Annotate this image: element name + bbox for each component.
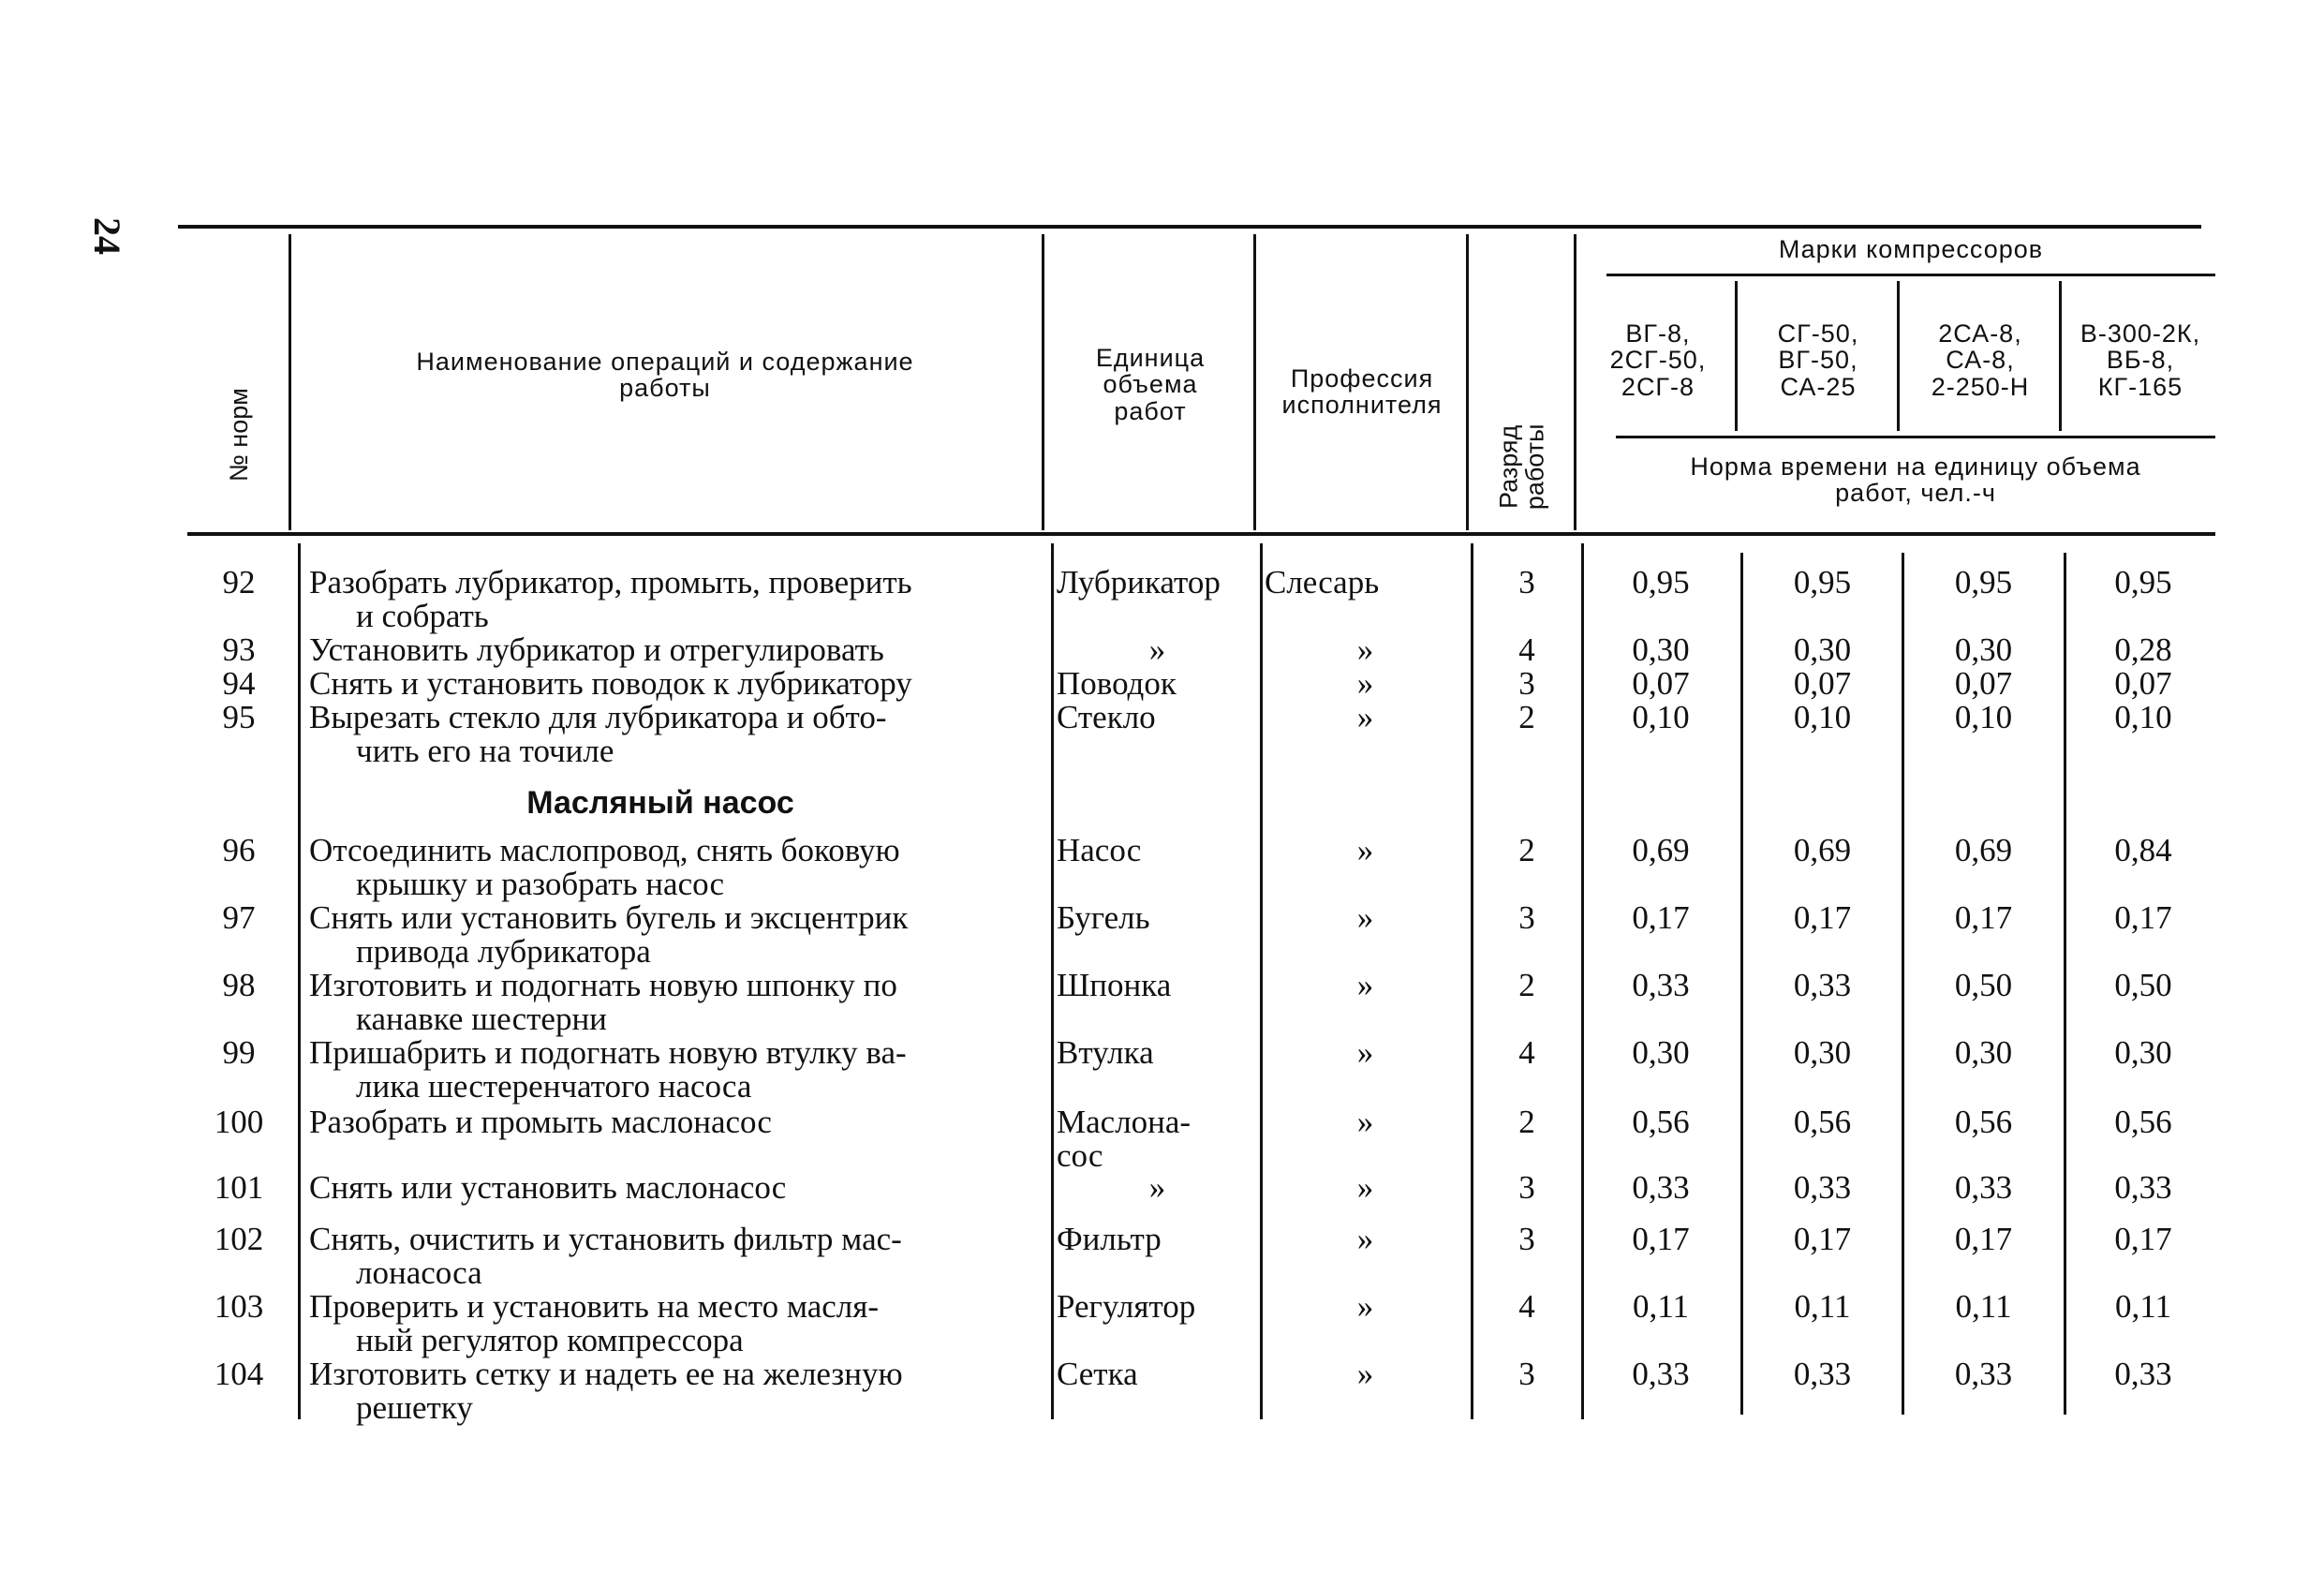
col-unit-line: работ	[1114, 396, 1187, 425]
time-norm-value: 0,33	[2114, 1169, 2172, 1206]
time-norm-value: 0,17	[1632, 1221, 1690, 1257]
operation-line: Отсоединить маслопровод, снять боковую	[309, 832, 900, 868]
header-divider	[2059, 281, 2062, 431]
brands-title: Марки компрессоров	[1778, 235, 2044, 263]
norm-caption	[1616, 453, 2215, 507]
profession: »	[1356, 631, 1374, 668]
operation-line: чить его на точиле	[356, 733, 614, 769]
header-divider	[1042, 234, 1044, 530]
time-norm-value: 0,17	[1632, 899, 1690, 936]
operation-line: Разобрать лубрикатор, промыть, проверить	[309, 564, 912, 601]
section-title: Масляный насос	[526, 785, 794, 821]
operation-text	[309, 1105, 1030, 1139]
time-norm-value: 0,07	[2114, 665, 2172, 702]
profession: »	[1356, 899, 1374, 936]
time-norm-value: 0,11	[2115, 1288, 2171, 1325]
operation-line: привода лубрикатора	[356, 933, 651, 970]
body-divider	[1260, 543, 1263, 1419]
norm-number: 101	[214, 1169, 264, 1206]
work-grade: 3	[1518, 1169, 1535, 1206]
brand-line: КГ-165	[2097, 372, 2183, 401]
time-norm-value: 0,95	[1632, 564, 1690, 601]
brand-group-4	[2065, 320, 2215, 400]
time-norm-value: 0,95	[1793, 564, 1852, 601]
time-norm-value: 0,07	[1793, 665, 1852, 702]
time-norm-value: 0,30	[1793, 631, 1852, 668]
col-grade-header	[1496, 406, 1549, 527]
norm-number: 100	[214, 1104, 264, 1140]
work-unit: Регулятор	[1057, 1288, 1196, 1325]
time-norm-value: 0,30	[1632, 1034, 1690, 1071]
operation-text	[309, 633, 1030, 667]
col-unit-line: Единица	[1095, 344, 1206, 372]
header-divider	[1574, 234, 1576, 530]
brand-line: СА-8,	[1946, 346, 2015, 375]
header-divider	[1466, 234, 1469, 530]
time-norm-value: 0,10	[1954, 699, 2013, 735]
brand-line: СГ-50,	[1777, 319, 1859, 348]
work-unit: Маслона- сос	[1057, 1104, 1192, 1174]
operation-line: Изготовить сетку и надеть ее на железную	[309, 1356, 903, 1392]
time-norm-value: 0,10	[2114, 699, 2172, 735]
time-norm-value: 0,33	[1793, 1169, 1852, 1206]
profession: »	[1356, 1034, 1374, 1071]
body-divider	[1581, 543, 1584, 1419]
profession: Слесарь	[1265, 564, 1380, 601]
header-divider	[1897, 281, 1900, 431]
time-norm-value: 0,17	[1793, 899, 1852, 936]
body-divider	[1740, 553, 1743, 1415]
norm-number: 97	[222, 899, 256, 936]
time-norm-value: 0,30	[1632, 631, 1690, 668]
col-profession-header	[1260, 365, 1464, 419]
time-norm-value: 0,84	[2114, 832, 2172, 868]
time-norm-value: 0,33	[1793, 1356, 1852, 1392]
profession: »	[1356, 1104, 1374, 1140]
profession: »	[1356, 665, 1374, 702]
work-grade: 2	[1518, 967, 1535, 1003]
work-unit: Лубрикатор	[1057, 564, 1221, 601]
profession: »	[1356, 699, 1374, 735]
col-profession-line: исполнителя	[1281, 391, 1443, 420]
operation-line: Проверить и установить на место масля-	[309, 1288, 880, 1325]
work-unit: »	[1148, 631, 1166, 668]
norm-number: 92	[222, 564, 256, 601]
header-divider	[1253, 234, 1256, 530]
time-norm-value: 0,07	[1954, 665, 2013, 702]
norm-number: 98	[222, 967, 256, 1003]
work-grade: 3	[1518, 899, 1535, 936]
brand-line: В-300-2К,	[2080, 319, 2201, 348]
operation-text	[309, 834, 1030, 901]
work-unit: Втулка	[1057, 1034, 1154, 1071]
time-norm-value: 0,17	[1793, 1221, 1852, 1257]
brand-line: 2-250-Н	[1931, 372, 2030, 401]
body-divider	[1051, 543, 1054, 1419]
profession: »	[1356, 1169, 1374, 1206]
time-norm-value: 0,50	[1954, 967, 2013, 1003]
body-divider	[2064, 553, 2066, 1415]
operation-line: решетку	[356, 1389, 473, 1426]
time-norm-value: 0,33	[2114, 1356, 2172, 1392]
operation-line: Снять и установить поводок к лубрикатору	[309, 665, 912, 702]
col-grade-line: Разряд	[1494, 424, 1523, 509]
time-norm-value: 0,30	[1954, 631, 2013, 668]
operation-text	[309, 701, 1030, 768]
brands-rule	[1606, 274, 2215, 276]
norm-caption-rule	[1616, 436, 2215, 438]
norm-number: 104	[214, 1356, 264, 1392]
work-grade: 3	[1518, 665, 1535, 702]
work-grade: 3	[1518, 1221, 1535, 1257]
time-norm-value: 0,33	[1954, 1356, 2013, 1392]
col-grade-line: работы	[1521, 423, 1549, 511]
time-norm-value: 0,17	[1954, 899, 2013, 936]
time-norm-value: 0,10	[1793, 699, 1852, 735]
body-divider	[1471, 543, 1473, 1419]
work-grade: 3	[1518, 1356, 1535, 1392]
work-grade: 2	[1518, 699, 1535, 735]
profession: »	[1356, 967, 1374, 1003]
brand-line: СА-25	[1780, 372, 1857, 401]
col-profession-line: Профессия	[1290, 364, 1434, 393]
profession: »	[1356, 1221, 1374, 1257]
time-norm-value: 0,50	[2114, 967, 2172, 1003]
work-unit: Насос	[1057, 832, 1142, 868]
operation-line: канавке шестерни	[356, 1001, 607, 1037]
operation-line: Изготовить и подогнать новую шпонку по	[309, 967, 897, 1003]
body-divider	[1902, 553, 1904, 1415]
operation-text	[309, 1223, 1030, 1290]
work-grade: 2	[1518, 1104, 1535, 1140]
norm-caption-line: Норма времени на единицу объема	[1690, 452, 2141, 481]
time-norm-value: 0,56	[1954, 1104, 2013, 1140]
operation-text	[309, 901, 1030, 969]
work-unit: Стекло	[1057, 699, 1156, 735]
brand-line: 2СГ-50,	[1609, 346, 1707, 375]
work-unit: Фильтр	[1057, 1221, 1162, 1257]
header-bottom-rule	[187, 532, 2215, 536]
norm-number: 102	[214, 1221, 264, 1257]
page-number: 24	[86, 217, 128, 255]
work-unit: Бугель	[1057, 899, 1150, 936]
time-norm-value: 0,17	[2114, 1221, 2172, 1257]
brand-group-2	[1742, 320, 1894, 400]
profession: »	[1356, 832, 1374, 868]
time-norm-value: 0,11	[1794, 1288, 1851, 1325]
time-norm-value: 0,30	[2114, 1034, 2172, 1071]
time-norm-value: 0,56	[2114, 1104, 2172, 1140]
time-norm-value: 0,69	[1954, 832, 2013, 868]
operation-text	[309, 969, 1030, 1036]
work-unit: Сетка	[1057, 1356, 1138, 1392]
work-grade: 4	[1518, 1288, 1535, 1325]
brand-line: ВГ-50,	[1778, 346, 1858, 375]
time-norm-value: 0,28	[2114, 631, 2172, 668]
work-grade: 4	[1518, 1034, 1535, 1071]
operation-text	[309, 1171, 1030, 1205]
operation-line: крышку и разобрать насос	[356, 866, 725, 902]
col-unit-line: объема	[1103, 370, 1198, 399]
brand-group-1	[1583, 320, 1733, 400]
operation-line: Установить лубрикатор и отрегулировать	[309, 631, 884, 668]
col-no-header: № норм	[224, 388, 253, 482]
norm-number: 96	[222, 832, 256, 868]
table-top-rule	[178, 225, 2201, 229]
time-norm-value: 0,69	[1793, 832, 1852, 868]
profession: »	[1356, 1288, 1374, 1325]
time-norm-value: 0,30	[1793, 1034, 1852, 1071]
norm-number: 103	[214, 1288, 264, 1325]
time-norm-value: 0,69	[1632, 832, 1690, 868]
work-grade: 4	[1518, 631, 1535, 668]
operation-line: Снять или установить бугель и эксцентрик	[309, 899, 909, 936]
work-grade: 3	[1518, 564, 1535, 601]
time-norm-value: 0,11	[1633, 1288, 1689, 1325]
profession: »	[1356, 1356, 1374, 1392]
norm-number: 94	[222, 665, 256, 702]
operation-line: Вырезать стекло для лубрикатора и обто-	[309, 699, 887, 735]
body-divider	[298, 543, 301, 1419]
work-unit: Шпонка	[1057, 967, 1172, 1003]
brand-group-3	[1904, 320, 2056, 400]
time-norm-value: 0,30	[1954, 1034, 2013, 1071]
col-name-header: Наименование операций и содержание работы	[416, 348, 914, 403]
operation-line: Снять или установить маслонасос	[309, 1169, 787, 1206]
operation-text	[309, 667, 1030, 701]
header-divider	[1735, 281, 1738, 431]
brand-line: 2СГ-8	[1621, 372, 1695, 401]
operation-line: лика шестеренчатого насоса	[356, 1068, 752, 1105]
norm-caption-line: работ, чел.-ч	[1835, 479, 1996, 508]
brand-line: ВГ-8,	[1625, 319, 1691, 348]
norm-number: 95	[222, 699, 256, 735]
norm-number: 99	[222, 1034, 256, 1071]
operation-line: лонасоса	[356, 1254, 482, 1291]
operation-line: Снять, очистить и установить фильтр мас-	[309, 1221, 902, 1257]
time-norm-value: 0,95	[2114, 564, 2172, 601]
time-norm-value: 0,17	[2114, 899, 2172, 936]
operation-line: Разобрать и промыть маслонасос	[309, 1104, 772, 1140]
time-norm-value: 0,56	[1632, 1104, 1690, 1140]
operation-line: и собрать	[356, 598, 489, 634]
work-grade: 2	[1518, 832, 1535, 868]
col-unit-header	[1047, 345, 1253, 424]
time-norm-value: 0,11	[1955, 1288, 2012, 1325]
operation-line: ный регулятор компрессора	[356, 1322, 744, 1358]
time-norm-value: 0,33	[1793, 967, 1852, 1003]
time-norm-value: 0,07	[1632, 665, 1690, 702]
operation-text	[309, 566, 1030, 633]
operation-line: Пришабрить и подогнать новую втулку ва-	[309, 1034, 907, 1071]
time-norm-value: 0,95	[1954, 564, 2013, 601]
time-norm-value: 0,33	[1954, 1169, 2013, 1206]
operation-text	[309, 1290, 1030, 1357]
operation-text	[309, 1036, 1030, 1104]
time-norm-value: 0,56	[1793, 1104, 1852, 1140]
time-norm-value: 0,10	[1632, 699, 1690, 735]
brand-line: 2СА-8,	[1938, 319, 2022, 348]
time-norm-value: 0,33	[1632, 967, 1690, 1003]
header-divider	[289, 234, 291, 530]
time-norm-value: 0,33	[1632, 1356, 1690, 1392]
work-unit: Поводок	[1057, 665, 1177, 702]
norm-number: 93	[222, 631, 256, 668]
time-norm-value: 0,17	[1954, 1221, 2013, 1257]
time-norm-value: 0,33	[1632, 1169, 1690, 1206]
operation-text	[309, 1357, 1030, 1425]
brand-line: ВБ-8,	[2106, 346, 2175, 375]
work-unit: »	[1148, 1169, 1166, 1206]
